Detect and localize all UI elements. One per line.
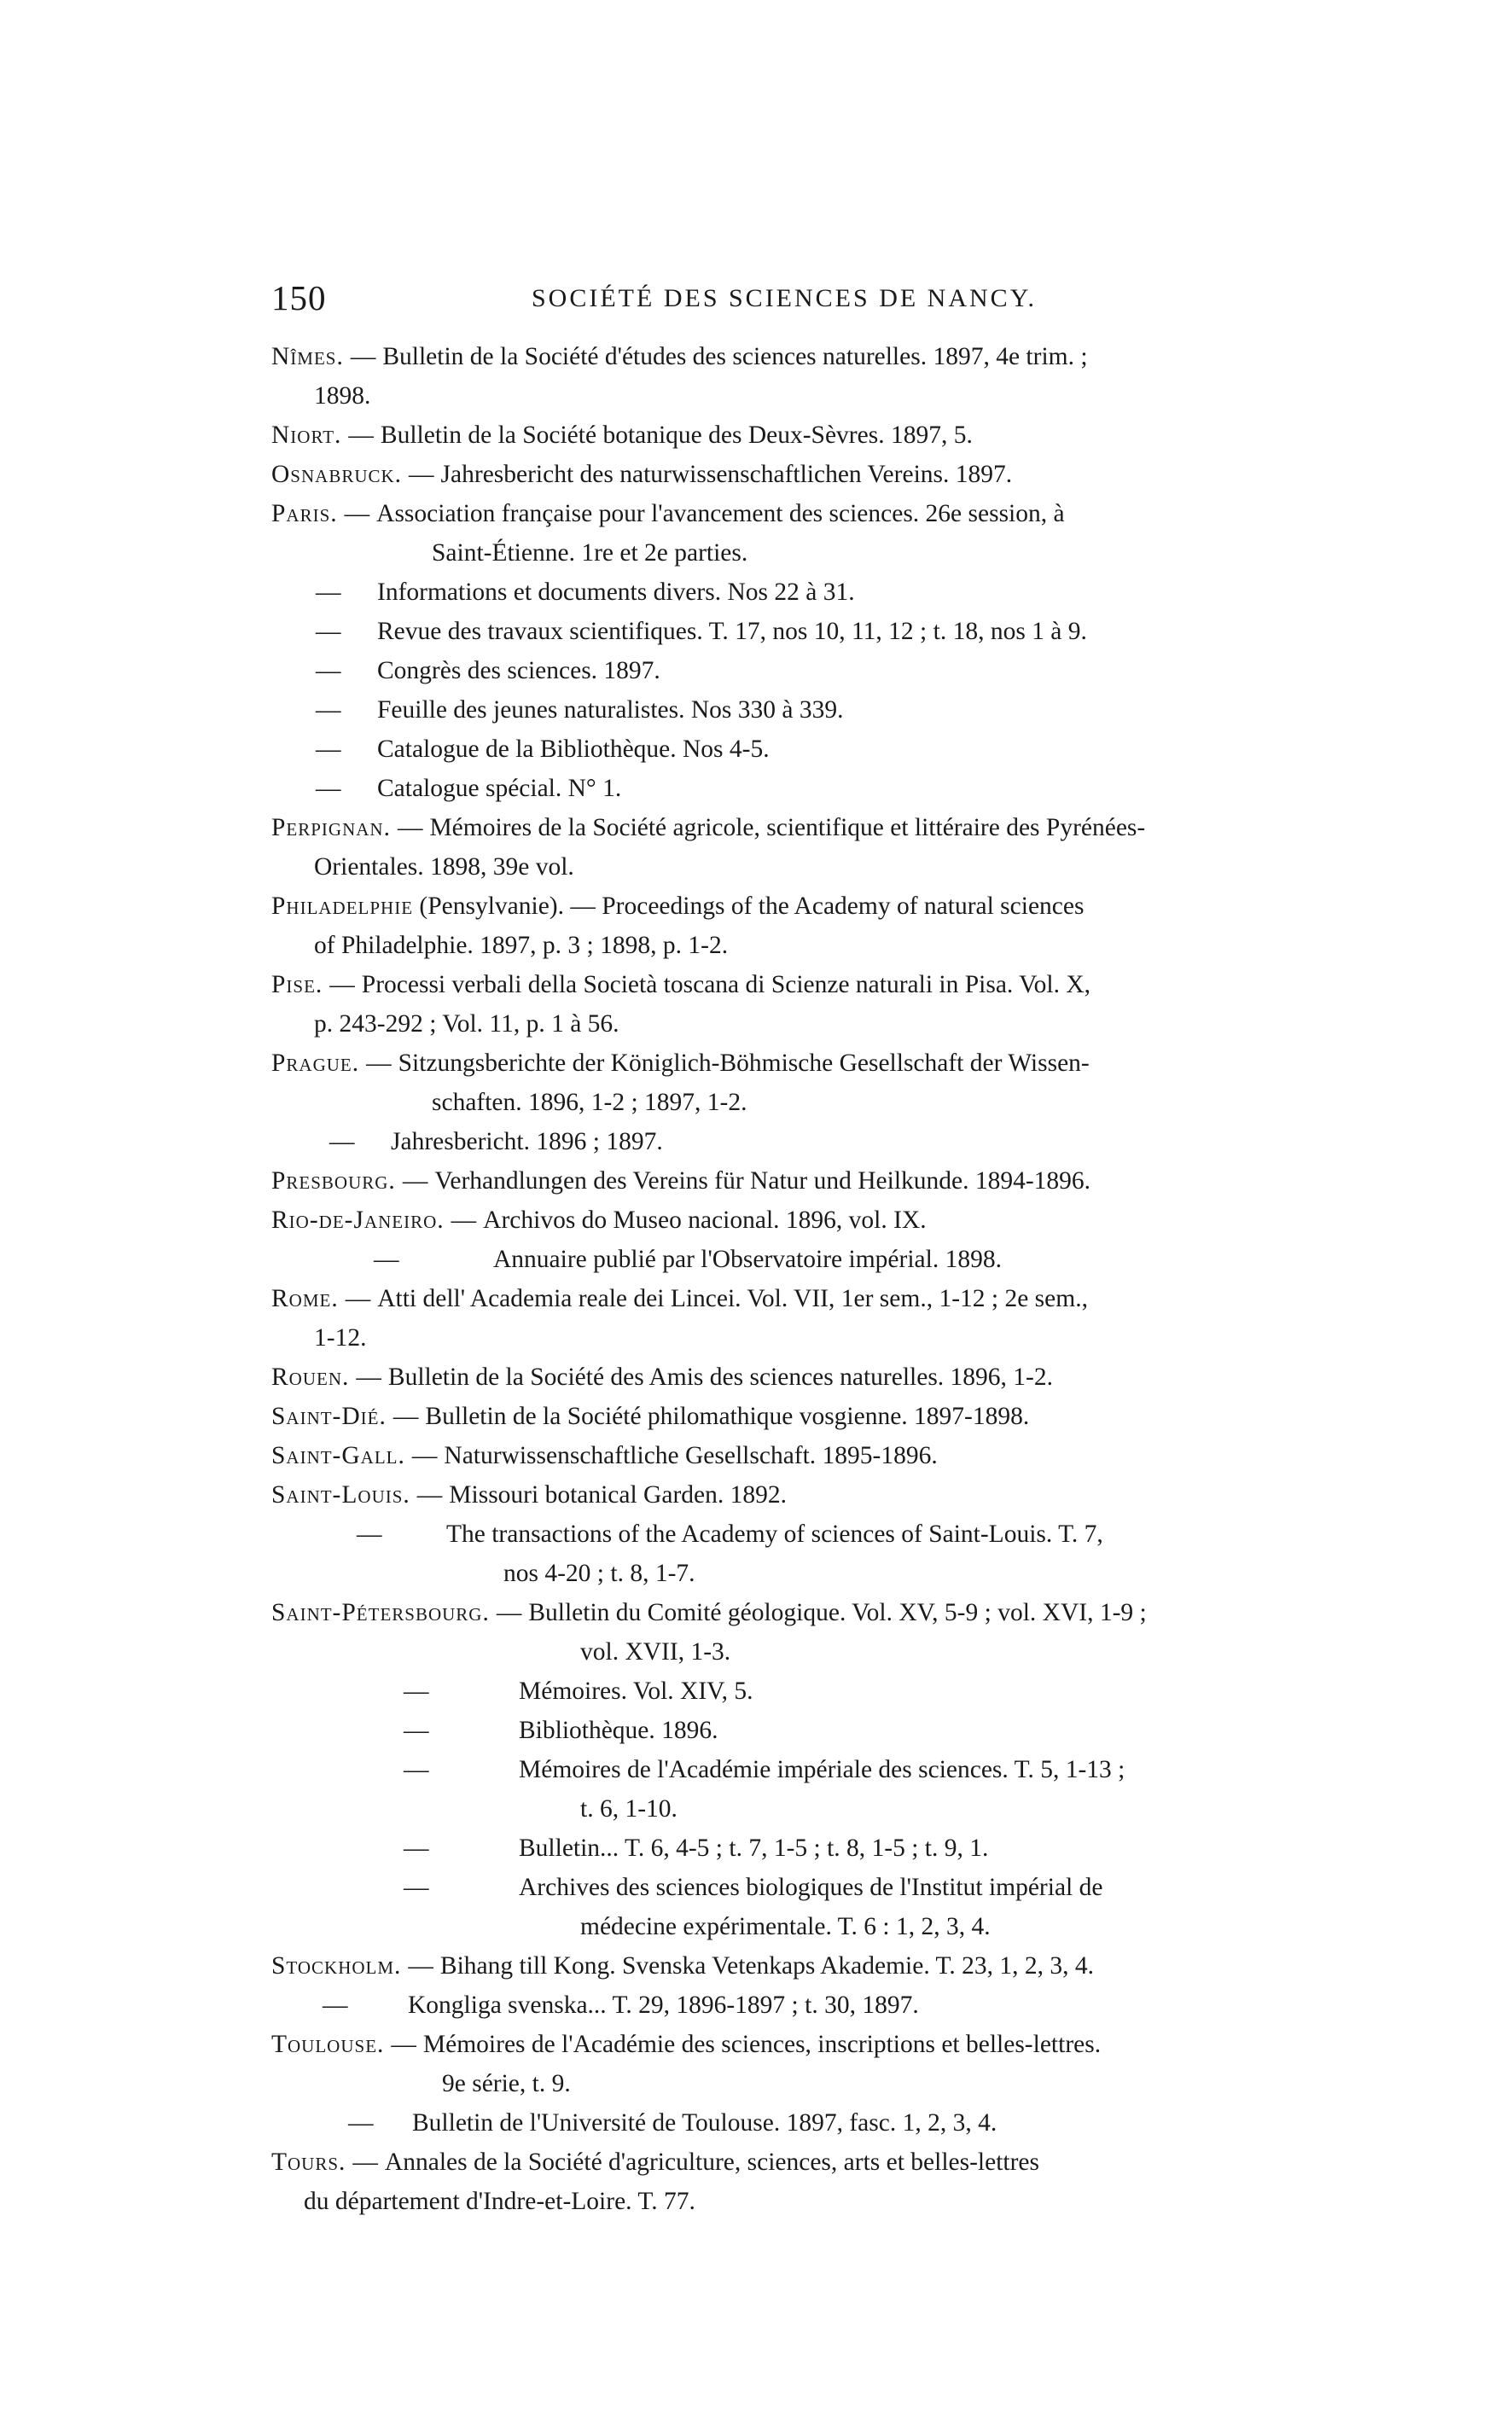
entry-line (271, 2103, 1287, 2143)
city-name: Saint-Dié. (271, 1403, 387, 1430)
entry-text: Missouri botanical Garden. 1892. (449, 1481, 787, 1509)
entry-line (271, 1436, 1287, 1475)
entry-line (271, 2025, 1287, 2064)
entry-text: médecine expérimentale. T. 6 : 1, 2, 3, 4. (580, 1913, 991, 1940)
city-name: Nîmes. (271, 343, 344, 370)
entry-text: Processi verbali della Società toscana di Scienze naturali in Pisa. Vol. X, (361, 971, 1091, 998)
ditto-dash: — (316, 579, 341, 606)
dash-separator: — (366, 1050, 392, 1077)
ditto-dash: — (404, 1874, 429, 1901)
entry-line (271, 1554, 1287, 1593)
page-number: 150 (271, 278, 327, 317)
dash-separator: — (393, 1403, 419, 1430)
entry-text: Bulletin de la Société philomathique vosgienne. 1897-1898. (425, 1403, 1030, 1430)
dash-separator: — (352, 2149, 378, 2176)
entry-text: 1-12. (314, 1324, 367, 1352)
entry-text: p. 243-292 ; Vol. 11, p. 1 à 56. (314, 1010, 619, 1038)
running-title: SOCIÉTÉ DES SCIENCES DE NANCY. (532, 284, 1037, 312)
entry-text: The transactions of the Academy of sciences of Saint-Louis. T. 7, (446, 1521, 1103, 1548)
entry-text: Bibliothèque. 1896. (519, 1717, 718, 1744)
entry-line (271, 1515, 1287, 1554)
ditto-dash: — (404, 1717, 429, 1744)
entry-text: Catalogue spécial. N° 1. (377, 775, 622, 802)
entry-text: 1898. (314, 382, 371, 410)
entry-text: Feuille des jeunes naturalistes. Nos 330 à 339. (377, 696, 844, 724)
exchange-list (271, 337, 1287, 2221)
dash-separator: — (344, 500, 370, 527)
entry-line (271, 533, 1287, 573)
entry-line (271, 1358, 1287, 1397)
entry-line (271, 1789, 1287, 1829)
city-name: Paris. (271, 500, 338, 527)
entry-line (271, 1907, 1287, 1946)
entry-line (271, 573, 1287, 612)
entry-line (271, 808, 1287, 847)
entry-line (271, 1593, 1287, 1632)
entry-line (271, 887, 1287, 926)
ditto-dash: — (348, 2109, 374, 2137)
ditto-dash: — (323, 1992, 348, 2019)
entry-text: (Pensylvanie). — Proceedings of the Academy of natural sciences (419, 893, 1085, 920)
entry-text: Mémoires de l'Académie impériale des sciences. T. 5, 1-13 ; (519, 1756, 1125, 1783)
entry-text: Informations et documents divers. Nos 22 à 31. (377, 579, 855, 606)
ditto-dash: — (404, 1835, 429, 1862)
city-name: Rome. (271, 1285, 339, 1312)
ditto-dash: — (316, 696, 341, 724)
entry-text: Bulletin de l'Université de Toulouse. 1897, fasc. 1, 2, 3, 4. (412, 2109, 997, 2137)
dash-separator: — (350, 343, 376, 370)
city-name: Niort. (271, 422, 342, 449)
entry-line (271, 612, 1287, 651)
dash-separator: — (402, 1167, 428, 1195)
entry-text: Archives des sciences biologiques de l'Institut impérial de (519, 1874, 1103, 1901)
entry-line (271, 1829, 1287, 1868)
entry-line (271, 769, 1287, 808)
entry-text: Orientales. 1898, 39e vol. (314, 853, 574, 881)
entry-text: Mémoires de la Société agricole, scientifique et littéraire des Pyrénées- (429, 814, 1146, 841)
dash-separator: — (397, 814, 423, 841)
entry-text: Kongliga svenska... T. 29, 1896-1897 ; t. 30, 1897. (408, 1992, 919, 2019)
city-name: Tours. (271, 2149, 346, 2176)
city-name: Saint-Louis. (271, 1481, 410, 1509)
entry-text: 9e série, t. 9. (442, 2070, 571, 2097)
entry-line (271, 1672, 1287, 1711)
entry-text: Annuaire publié par l'Observatoire impérial. 1898. (493, 1246, 1002, 1273)
ditto-dash: — (404, 1678, 429, 1705)
city-name: Presbourg. (271, 1167, 396, 1195)
ditto-dash: — (357, 1521, 382, 1548)
city-name: Rouen. (271, 1364, 350, 1391)
dash-separator: — (451, 1207, 477, 1234)
entry-text: Bihang till Kong. Svenska Vetenkaps Akademie. T. 23, 1, 2, 3, 4. (439, 1952, 1095, 1980)
dash-separator: — (408, 1952, 433, 1980)
entry-line (271, 1279, 1287, 1318)
entry-text: vol. XVII, 1-3. (580, 1638, 731, 1666)
entry-line (271, 1868, 1287, 1907)
entry-text: Revue des travaux scientifiques. T. 17, nos 10, 11, 12 ; t. 18, nos 1 à 9. (377, 618, 1087, 645)
entry-line (271, 926, 1287, 965)
dash-separator: — (345, 1285, 371, 1312)
entry-text: Saint-Étienne. 1re et 2e parties. (432, 539, 748, 567)
ditto-dash: — (316, 657, 341, 684)
entry-text: schaften. 1896, 1-2 ; 1897, 1-2. (432, 1089, 747, 1116)
entry-text: Annales de la Société d'agriculture, sciences, arts et belles-lettres (384, 2149, 1040, 2176)
entry-text: Mémoires de l'Académie des sciences, inscriptions et belles-lettres. (422, 2031, 1102, 2058)
entry-line (271, 1161, 1287, 1201)
entry-text: Sitzungsberichte der Königlich-Böhmische Gesellschaft der Wissen- (398, 1050, 1090, 1077)
city-name: Stockholm. (271, 1952, 402, 1980)
entry-text: Mémoires. Vol. XIV, 5. (519, 1678, 753, 1705)
entry-line (271, 1397, 1287, 1436)
page-header (271, 277, 1287, 329)
entry-line (271, 1711, 1287, 1750)
entry-text: Jahresbericht. 1896 ; 1897. (391, 1128, 663, 1155)
dash-separator: — (409, 461, 434, 488)
entry-line (271, 965, 1287, 1004)
dash-separator: — (496, 1599, 522, 1626)
city-name: Saint-Gall. (271, 1442, 405, 1469)
city-name: Pise. (271, 971, 323, 998)
entry-line (271, 2182, 1287, 2221)
entry-line (271, 1201, 1287, 1240)
entry-line (271, 1750, 1287, 1789)
entry-text: Bulletin de la Société botanique des Deux-Sèvres. 1897, 5. (380, 422, 973, 449)
entry-text: Jahresbericht des naturwissenschaftlichen Vereins. 1897. (440, 461, 1013, 488)
entry-line (271, 1946, 1287, 1986)
dash-separator: — (348, 422, 374, 449)
entry-line (271, 2064, 1287, 2103)
entry-text: Bulletin de la Société d'études des sciences naturelles. 1897, 4e trim. ; (382, 343, 1088, 370)
entry-text: Archivos do Museo nacional. 1896, vol. IX. (483, 1207, 927, 1234)
dash-separator: — (411, 1442, 438, 1469)
dash-separator: — (329, 971, 355, 998)
entry-text: t. 6, 1-10. (580, 1795, 677, 1823)
entry-line (271, 1475, 1287, 1515)
entry-line (271, 1004, 1287, 1044)
entry-text: Association française pour l'avancement des sciences. 26e session, à (376, 500, 1065, 527)
city-name: Osnabruck. (271, 461, 403, 488)
city-name: Philadelphie (271, 893, 414, 920)
entry-line (271, 1044, 1287, 1083)
entry-line (271, 651, 1287, 690)
entry-text: Bulletin... T. 6, 4-5 ; t. 7, 1-5 ; t. 8, 1-5 ; t. 9, 1. (519, 1835, 989, 1862)
city-name: Saint-Pétersbourg. (271, 1599, 490, 1626)
ditto-dash: — (374, 1246, 399, 1273)
entry-line (271, 455, 1287, 494)
entry-line (271, 337, 1287, 376)
entry-line (271, 1318, 1287, 1358)
entry-line (271, 1632, 1287, 1672)
entry-text: Verhandlungen des Vereins für Natur und Heilkunde. 1894-1896. (434, 1167, 1091, 1195)
entry-text: Bulletin du Comité géologique. Vol. XV, 5-9 ; vol. XVI, 1-9 ; (528, 1599, 1147, 1626)
entry-line (271, 1240, 1287, 1279)
ditto-dash: — (316, 618, 341, 645)
city-name: Perpignan. (271, 814, 391, 841)
entry-line (271, 2143, 1287, 2182)
dash-separator: — (391, 2031, 416, 2058)
entry-text: nos 4-20 ; t. 8, 1-7. (503, 1560, 695, 1587)
entry-text: Bulletin de la Société des Amis des sciences naturelles. 1896, 1-2. (387, 1364, 1054, 1391)
entry-line (271, 1986, 1287, 2025)
entry-line (271, 847, 1287, 887)
ditto-dash: — (404, 1756, 429, 1783)
dash-separator: — (416, 1481, 443, 1509)
entry-text: Catalogue de la Bibliothèque. Nos 4-5. (377, 736, 770, 763)
entry-text: Naturwissenschaftliche Gesellschaft. 1895-1896. (444, 1442, 938, 1469)
city-name: Toulouse. (271, 2031, 385, 2058)
ditto-dash: — (329, 1128, 355, 1155)
ditto-dash: — (316, 775, 341, 802)
entry-line (271, 416, 1287, 455)
entry-text: Congrès des sciences. 1897. (377, 657, 660, 684)
city-name: Rio-de-Janeiro. (271, 1207, 445, 1234)
entry-line (271, 494, 1287, 533)
entry-line (271, 730, 1287, 769)
entry-line (271, 376, 1287, 416)
ditto-dash: — (316, 736, 341, 763)
entry-line (271, 1122, 1287, 1161)
entry-line (271, 690, 1287, 730)
city-name: Prague. (271, 1050, 360, 1077)
entry-text: du département d'Indre-et-Loire. T. 77. (304, 2188, 695, 2215)
entry-line (271, 1083, 1287, 1122)
dash-separator: — (356, 1364, 381, 1391)
entry-text: of Philadelphie. 1897, p. 3 ; 1898, p. 1-2. (314, 932, 729, 959)
entry-text: Atti dell' Academia reale dei Lincei. Vol. VII, 1er sem., 1-12 ; 2e sem., (377, 1285, 1088, 1312)
